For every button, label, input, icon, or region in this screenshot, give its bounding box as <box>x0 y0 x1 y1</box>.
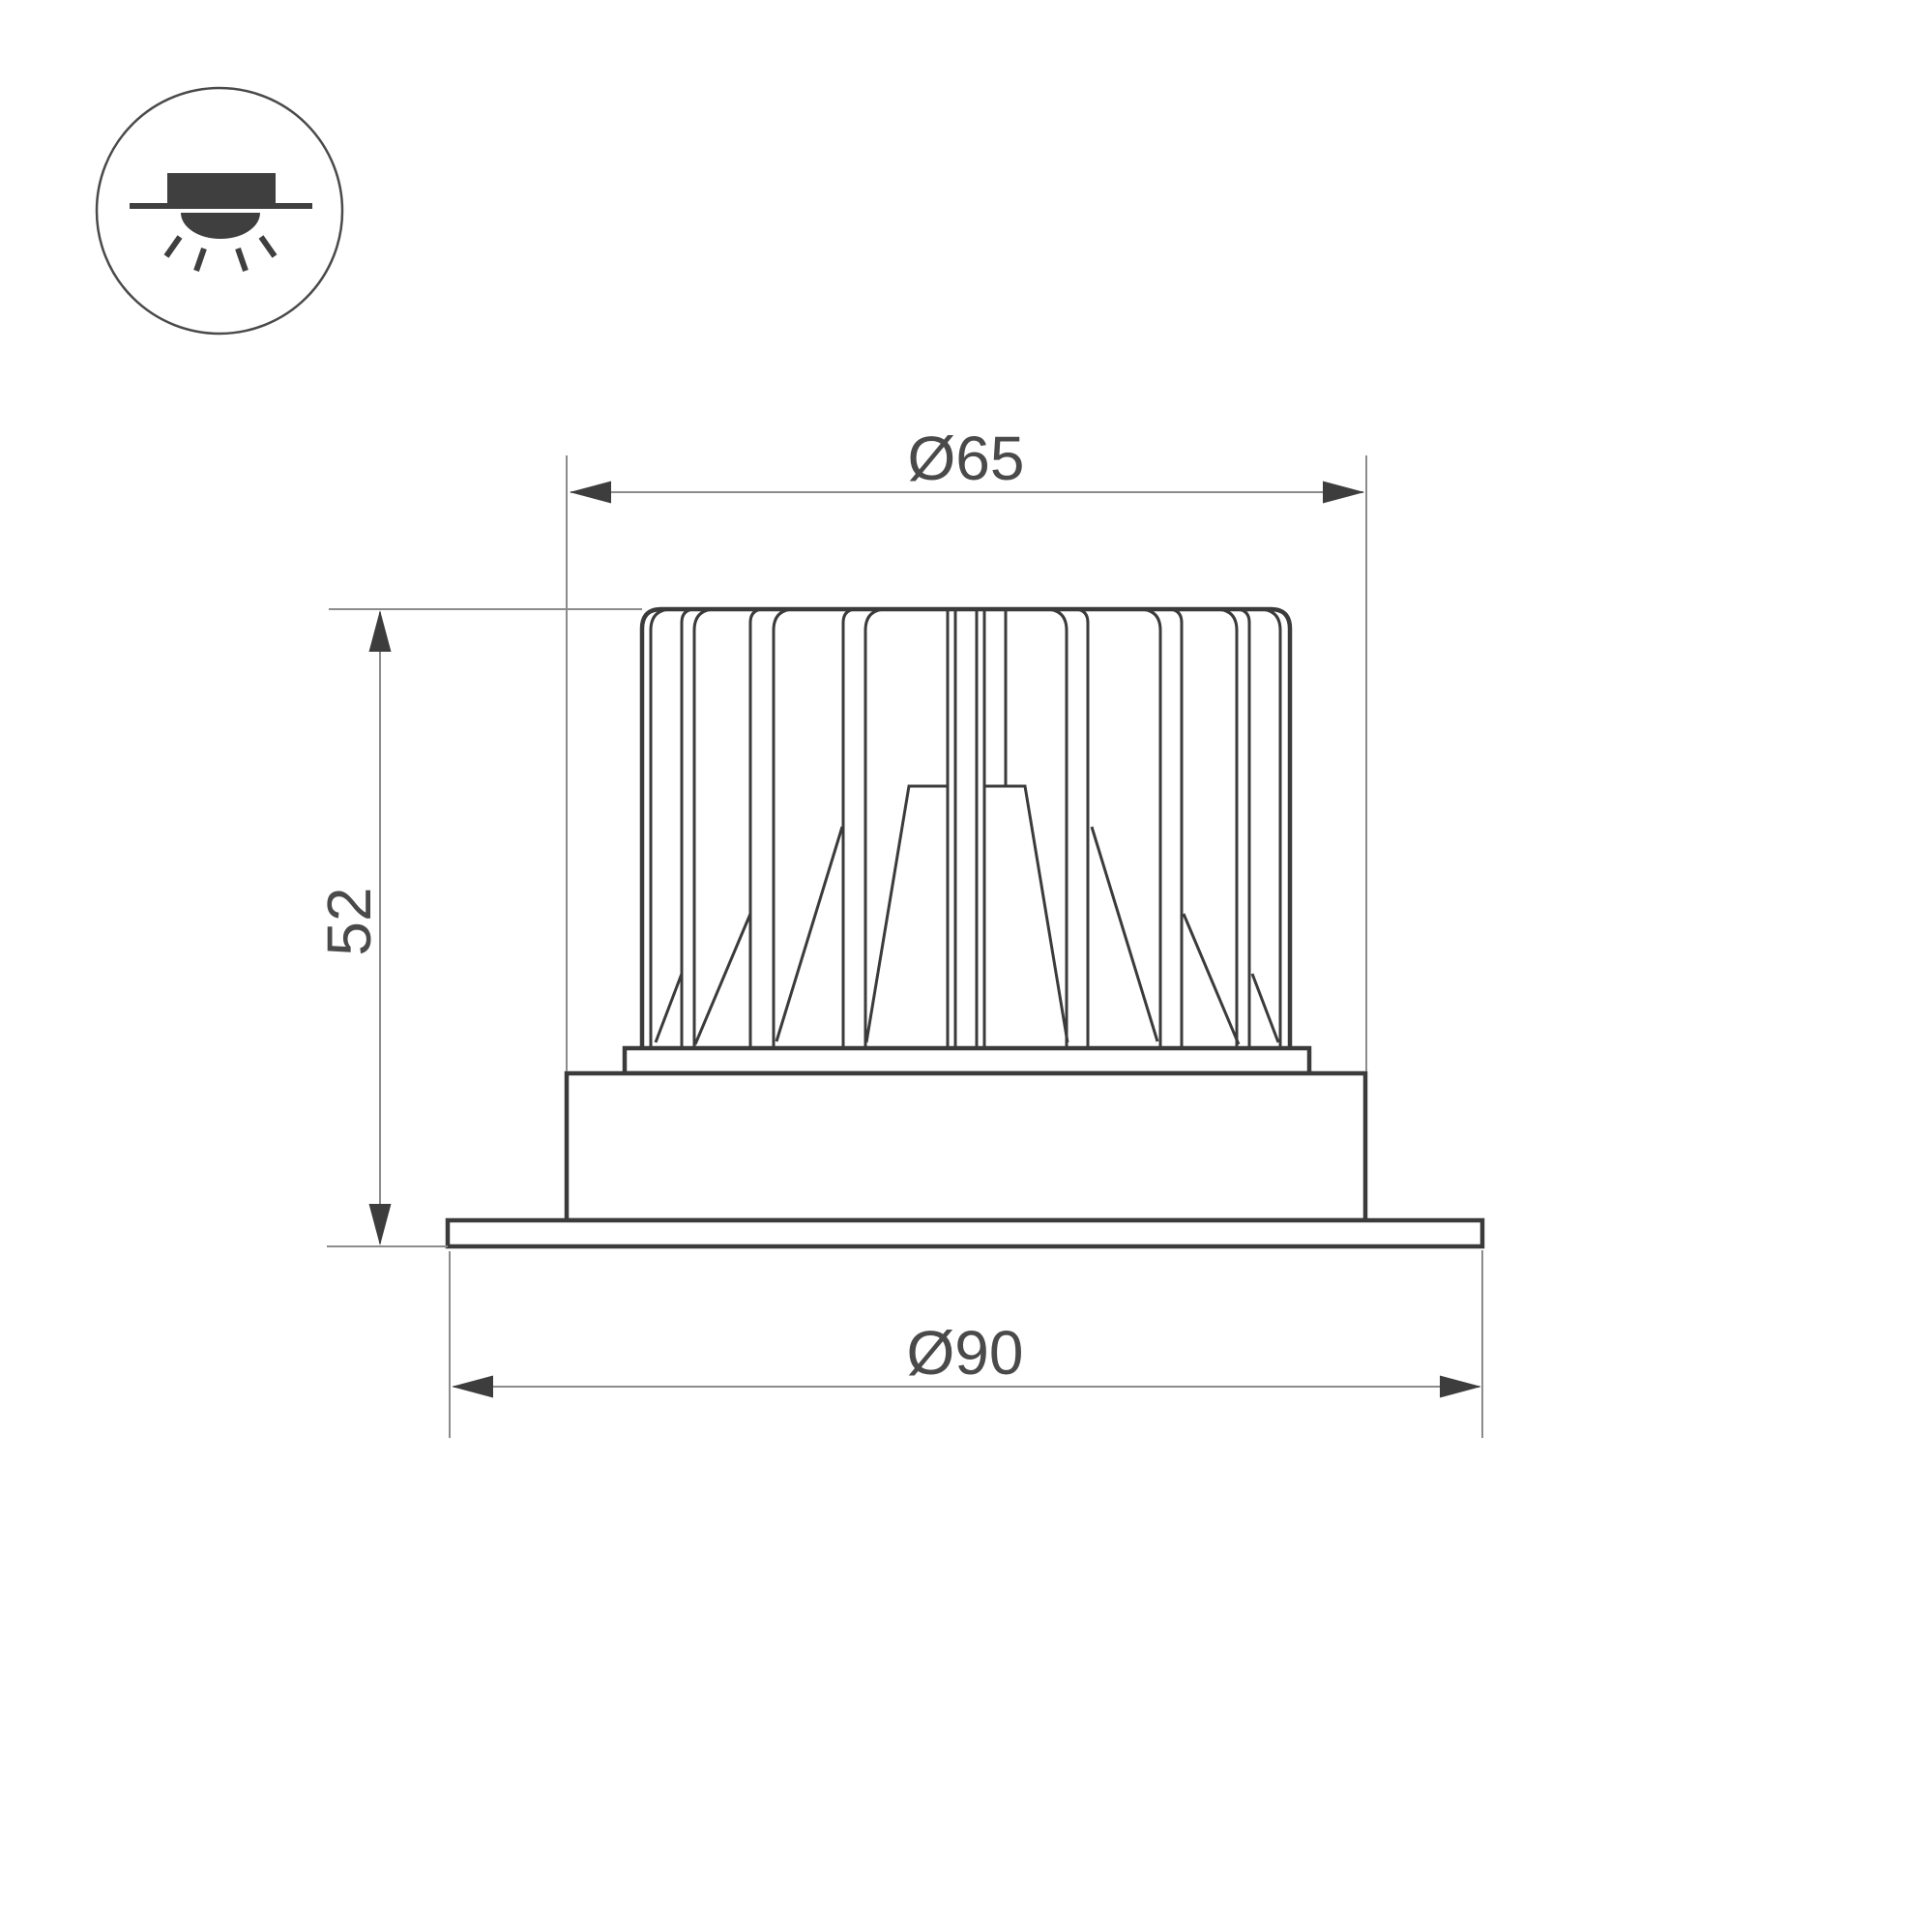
arrowhead-up <box>369 610 392 652</box>
dimension-diameter-90 <box>450 1250 1482 1438</box>
reflector-cone-right <box>984 786 1068 1042</box>
icon-circle <box>97 88 342 334</box>
heatsink-outline <box>642 609 1290 1048</box>
heatsink-fin <box>1168 609 1182 1048</box>
mounting-body <box>567 1073 1365 1220</box>
trim-flange <box>448 1220 1482 1246</box>
icon-light-ray <box>166 237 180 256</box>
icon-light-ray <box>238 249 246 271</box>
arrowhead-right <box>1323 482 1364 504</box>
arrowhead-down <box>369 1204 392 1245</box>
dimension-diameter-65 <box>567 424 1366 1071</box>
heatsink-fin <box>843 609 857 1048</box>
heatsink-fin <box>1215 609 1237 1048</box>
icon-housing <box>167 173 276 205</box>
heatsink-fin <box>750 609 764 1048</box>
icon-light-ray <box>196 249 204 271</box>
dim-label-height-52: 52 <box>314 887 384 956</box>
heatsink-rib <box>1184 914 1239 1044</box>
heatsink-fin <box>1074 609 1088 1048</box>
heatsink-rib <box>1092 827 1157 1041</box>
arrowhead-left <box>570 482 611 504</box>
heatsink <box>642 609 1290 1048</box>
recessed-mount-icon <box>97 88 342 334</box>
reflector-cone-left <box>866 786 948 1042</box>
arrowhead-left <box>452 1376 493 1398</box>
heatsink-base-plate <box>625 1048 1309 1073</box>
heatsink-rib <box>656 974 682 1042</box>
heatsink-fin <box>694 609 716 1048</box>
heatsink-fin <box>1045 609 1067 1048</box>
heatsink-rib <box>776 827 842 1041</box>
heatsink-rib <box>1252 974 1278 1042</box>
dim-label-diameter-65: Ø65 <box>907 424 1025 493</box>
icon-light-ray <box>261 237 275 256</box>
heatsink-rib <box>695 914 750 1044</box>
arrowhead-right <box>1440 1376 1481 1398</box>
dim-label-diameter-90: Ø90 <box>906 1318 1024 1388</box>
icon-light-dome <box>181 213 260 239</box>
heatsink-fin <box>651 609 672 1048</box>
heatsink-fin <box>1259 609 1280 1048</box>
heatsink-fin <box>774 609 795 1048</box>
heatsink-fin <box>1139 609 1160 1048</box>
